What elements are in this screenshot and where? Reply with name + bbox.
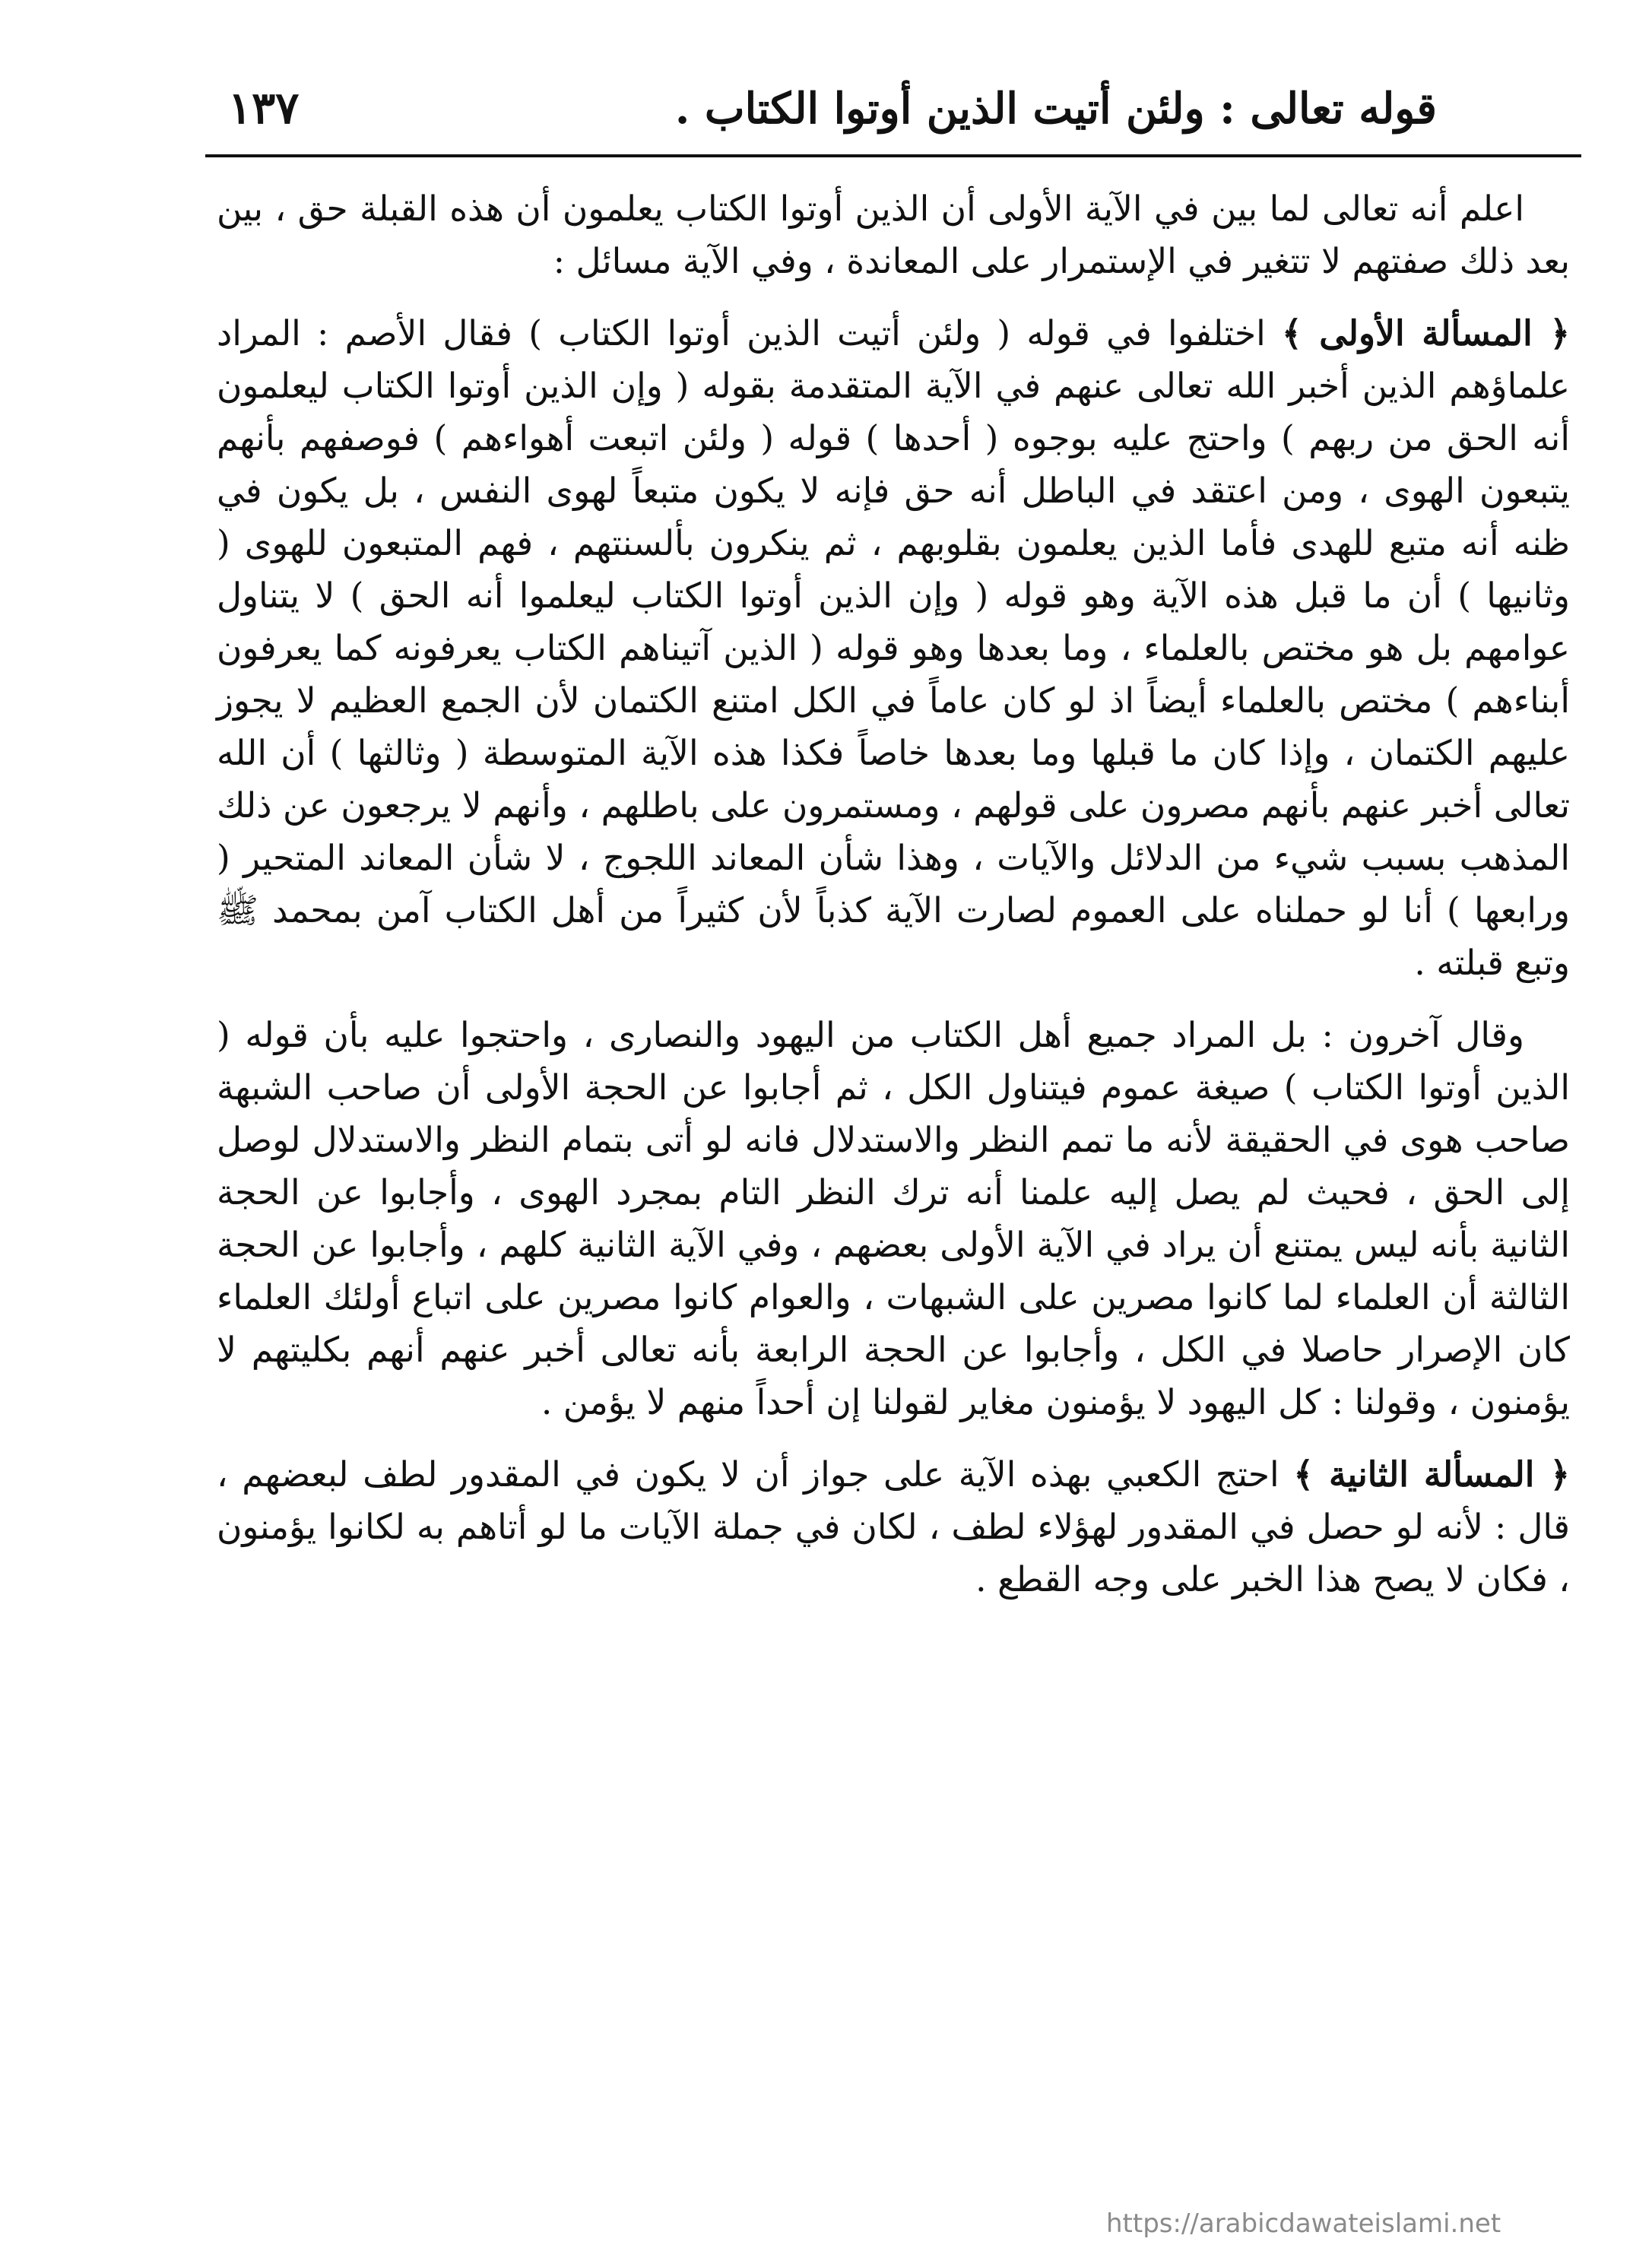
page-body xyxy=(217,182,1570,1625)
paragraph-text: وقال آخرون : بل المراد جميع أهل الكتاب من اليهود والنصارى ، واحتجوا عليه بأن قوله ( الذين أوتوا الكتاب ) صيغة عموم فيتناول الكل ، ثم أجابوا عن الحجة الأولى أن صاحب الشبهة صاحب هوى في الحقيقة لأنه ما تمم النظر والاستدلال فانه لو أتى بتمام النظر والاستدلال لوصل إلى الحق ، فحيث لم يصل إليه علمنا أنه ترك النظر التام بمجرد الهوى ، وأجابوا عن الحجة الثانية بأنه ليس يمتنع أن يراد في الآية الأولى بعضهم ، وفي الآية الثانية كلهم ، وأجابوا عن الحجة الثالثة أن العلماء لما كانوا مصرين على الشبهات ، والعوام كانوا مصرين على اتباع أولئك العلماء كان الإصرار حاصلا في الكل ، وأجابوا عن الحجة الرابعة بأنه تعالى أخبر عنهم أنهم بكليتهم لا يؤمنون ، وقولنا : كل اليهود لا يؤمنون مغاير لقولنا إن أحداً منهم لا يؤمن . xyxy=(217,1015,1570,1422)
paragraph-text: اعلم أنه تعالى لما بين في الآية الأولى أن الذين أوتوا الكتاب يعلمون أن هذه القبلة حق ، بين بعد ذلك صفتهم لا تتغير في الإستمرار على المعاندة ، وفي الآية مسائل : xyxy=(217,189,1570,281)
header-divider xyxy=(205,154,1581,157)
intro-paragraph xyxy=(217,182,1570,287)
first-question-paragraph xyxy=(217,307,1570,989)
page-header xyxy=(205,76,1574,144)
others-opinion-paragraph xyxy=(217,1009,1570,1428)
paragraph-text: احتج الكعبي بهذه الآية على جواز أن لا يكون في المقدور لطف لبعضهم ، قال : لأنه لو حصل في المقدور لهؤلاء لطف ، لكان في جملة الآيات ما لو أتاهم به لكانوا يؤمنون ، فكان لا يصح هذا الخبر على وجه القطع . xyxy=(217,1454,1570,1600)
question-label: ﴿ المسألة الأولى ﴾ xyxy=(1282,312,1570,354)
page-number: ١٣٧ xyxy=(228,82,300,134)
source-watermark: https://arabicdawateislami.net xyxy=(1106,2208,1501,2239)
paragraph-text: اختلفوا في قوله ( ولئن أتيت الذين أوتوا الكتاب ) فقال الأصم : المراد علماؤهم الذين أخبر الله تعالى عنهم في الآية المتقدمة بقوله ( وإن الذين أوتوا الكتاب ليعلمون أنه الحق من ربهم ) واحتج عليه بوجوه ( أحدها ) قوله ( ولئن اتبعت أهواءهم ) فوصفهم بأنهم يتبعون الهوى ، ومن اعتقد في الباطل أنه حق فإنه لا يكون متبعاً لهوى النفس ، بل يكون في ظنه أنه متبع للهدى فأما الذين يعلمون بقلوبهم ، ثم ينكرون بألسنتهم ، فهم المتبعون للهوى ( وثانيها ) أن ما قبل هذه الآية وهو قوله ( وإن الذين أوتوا الكتاب ليعلموا أنه الحق ) لا يتناول عوامهم بل هو مختص بالعلماء ، وما بعدها وهو قوله ( الذين آتيناهم الكتاب يعرفونه كما يعرفون أبناءهم ) مختص بالعلماء أيضاً اذ لو كان عاماً في الكل امتنع الكتمان لأن الجمع العظيم لا يجوز عليهم الكتمان ، وإذا كان ما قبلها وما بعدها خاصاً فكذا هذه الآية المتوسطة ( وثالثها ) أن الله تعالى أخبر عنهم بأنهم مصرون على قولهم ، ومستمرون على باطلهم ، وأنهم لا يرجعون عن ذلك المذهب بسبب شيء من الدلائل والآيات ، وهذا شأن المعاند اللجوج ، لا شأن المعاند المتحير ( ورابعها ) أنا لو حملناه على العموم لصارت الآية كذباً لأن كثيراً من أهل الكتاب آمن بمحمد ﷺ وتبع قبلته . xyxy=(217,313,1570,983)
running-title: قوله تعالى : ولئن أتيت الذين أوتوا الكتاب . xyxy=(674,84,1437,134)
second-question-paragraph xyxy=(217,1448,1570,1606)
question-label: ﴿ المسألة الثانية ﴾ xyxy=(1293,1454,1571,1495)
